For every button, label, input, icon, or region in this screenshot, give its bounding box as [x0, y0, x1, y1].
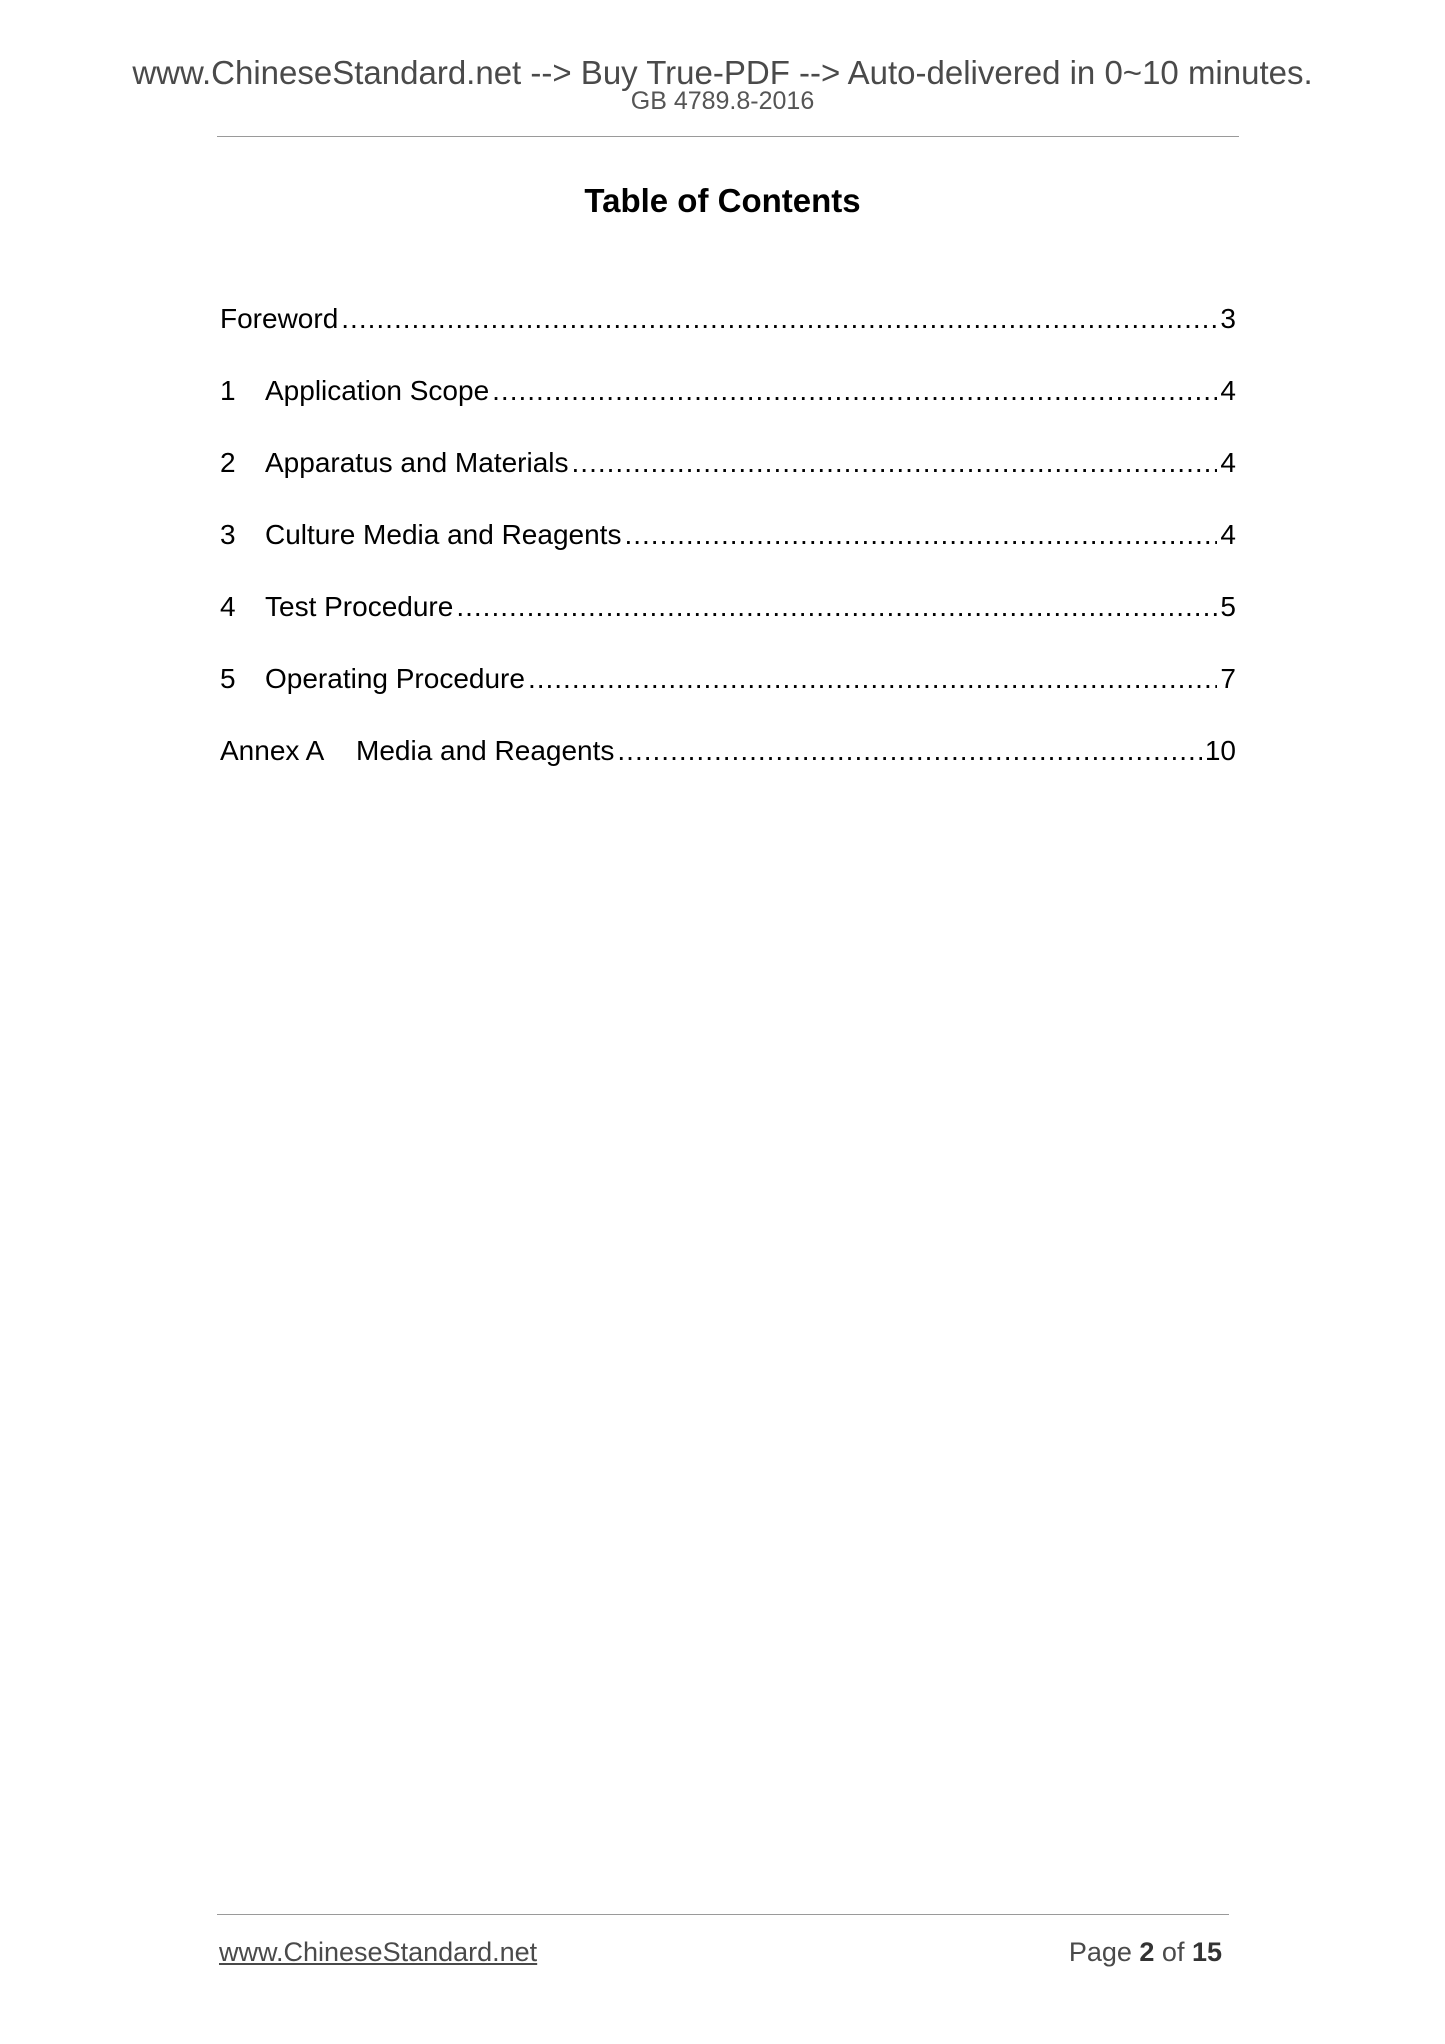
page-indicator — [1069, 1939, 1222, 1966]
toc-entry-number: 4 — [220, 591, 236, 622]
page-current: 2 — [1139, 1937, 1155, 1967]
toc-entry-label: Foreword — [220, 303, 339, 334]
toc-entry-label: Application Scope — [265, 375, 490, 406]
toc-list — [220, 302, 1236, 806]
toc-entry-label: Test Procedure — [265, 591, 454, 622]
site-banner: www.ChineseStandard.net --> Buy True-PDF --> Auto-delivered in 0~10 minutes. — [132, 54, 1313, 91]
toc-entry-page: 4 — [1220, 519, 1236, 550]
toc-entry-label: Apparatus and Materials — [265, 447, 569, 478]
toc-dot-leader — [528, 662, 1217, 696]
toc-entry-label: Media and Reagents — [356, 735, 615, 766]
toc-entry-number: 2 — [220, 447, 236, 478]
toc-entry-application-scope[interactable] — [220, 374, 1236, 446]
page-total: 15 — [1191, 1937, 1222, 1967]
toc-entry-page: 4 — [1220, 447, 1236, 478]
toc-dot-leader — [456, 590, 1217, 624]
toc-dot-leader — [341, 302, 1217, 336]
toc-entry-number: 1 — [220, 375, 236, 406]
toc-title: Table of Contents — [584, 182, 861, 219]
toc-entry-foreword[interactable] — [220, 302, 1236, 374]
document-code: GB 4789.8-2016 — [630, 87, 815, 115]
toc-entry-apparatus-and-materials[interactable] — [220, 446, 1236, 518]
toc-dot-leader — [572, 446, 1218, 480]
toc-dot-leader — [617, 734, 1201, 768]
toc-entry-label: Culture Media and Reagents — [265, 519, 622, 550]
toc-dot-leader — [624, 518, 1217, 552]
toc-entry-page: 5 — [1220, 591, 1236, 622]
toc-entry-label: Operating Procedure — [265, 663, 525, 694]
footer-divider — [217, 1914, 1229, 1915]
toc-entry-page: 7 — [1220, 663, 1236, 694]
toc-entry-test-procedure[interactable] — [220, 590, 1236, 662]
toc-entry-number: Annex A — [220, 735, 325, 766]
toc-entry-culture-media-and-reagents[interactable] — [220, 518, 1236, 590]
toc-entry-page: 10 — [1204, 735, 1236, 766]
toc-entry-operating-procedure[interactable] — [220, 662, 1236, 734]
toc-entry-annex-a[interactable] — [220, 734, 1236, 806]
toc-entry-number: 3 — [220, 519, 236, 550]
toc-entry-page: 3 — [1220, 303, 1236, 334]
header-divider — [217, 136, 1239, 137]
toc-entry-page: 4 — [1220, 375, 1236, 406]
toc-dot-leader — [492, 374, 1217, 408]
page-of: of — [1154, 1937, 1192, 1967]
footer-site-link[interactable]: www.ChineseStandard.net — [219, 1937, 538, 1967]
page-prefix: Page — [1068, 1937, 1140, 1967]
toc-entry-number: 5 — [220, 663, 236, 694]
